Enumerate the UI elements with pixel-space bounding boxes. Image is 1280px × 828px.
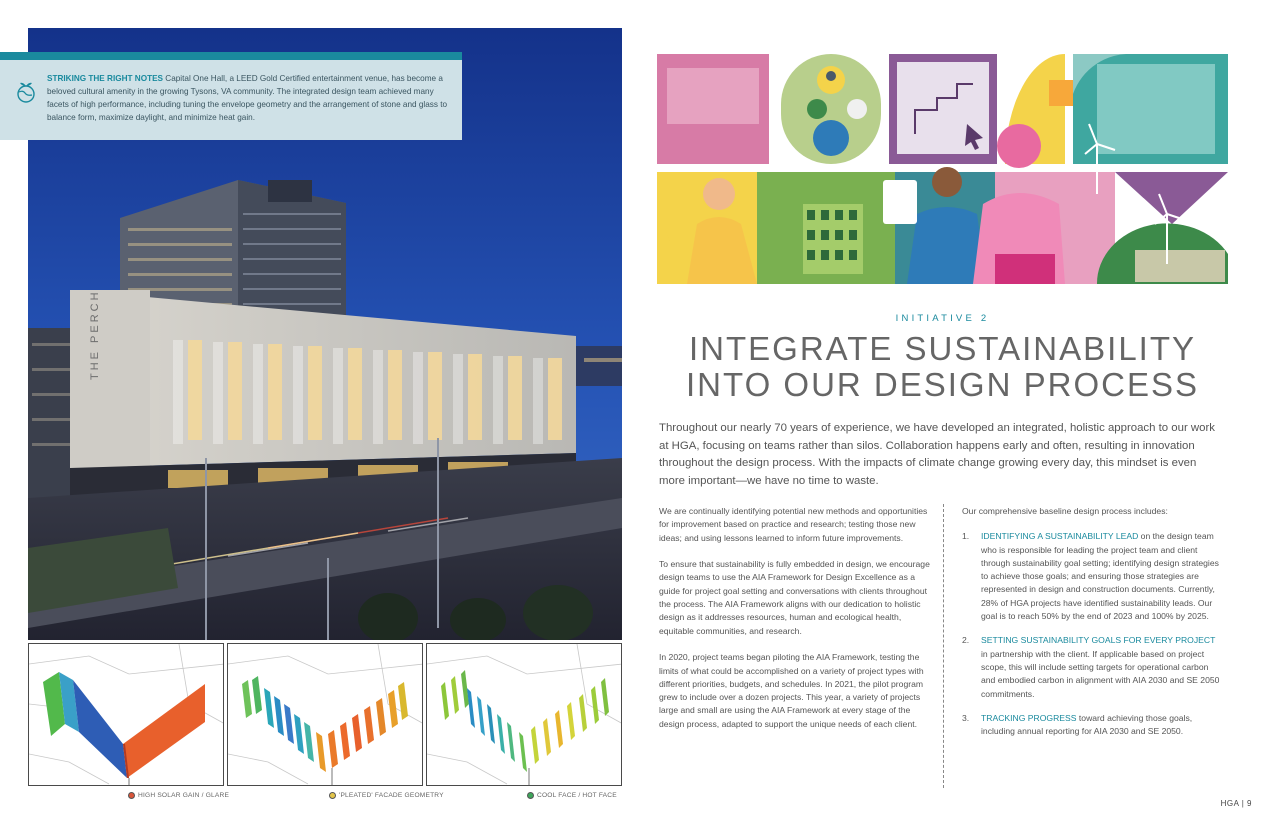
left-paragraph-2: To ensure that sustainability is fully embedded in design, we encourage design teams to use the AIA Framework for Design Excellence as a guide for project goal setting and conversations with clients throughout the process. The AIA Framework aligns with our dedication to holistic design as it addresses resources, human and ecological health, equitable communities, and research. (659, 559, 930, 636)
sustainability-illustration (657, 54, 1228, 284)
intro-paragraph: Throughout our nearly 70 years of experience, we have developed an integrated, holistic approach to our work at HGA, focusing on teams rather than silos. Collaboration happens early and often, resulting in innovation throughout the design process. With the impacts of climate change growing every day, this mindset is even more important—we have no time to waste. (659, 422, 1215, 487)
initiative-eyebrow: INITIATIVE 2 (895, 313, 990, 324)
page-title (657, 331, 1228, 403)
callout-body: Capital One Hall, a LEED Gold Certified entertainment venue, has become a beloved cultural amenity in the growing Tysons, VA community. The integrated design team achieved many facets of high performance, including tuning the envelope geometry and the arrangement of stone and glass to balance form, maximize daylight, and minimize heat gain. (47, 74, 448, 122)
diagram-pleated-facade (227, 643, 423, 786)
item-heading: SETTING SUSTAINABILITY GOALS FOR EVERY PROJECT (981, 635, 1216, 646)
legend-label: COOL FACE / HOT FACE (537, 792, 617, 799)
left-paragraph-3: In 2020, project teams began piloting the AIA Framework, testing the limits of what could be accomplished on a variety of project types with different priorities, budgets, and schedules. In 2021, the pilot program grew to include over a dozen projects. This year, a variety of projects large and small are using the AIA Framework at every stage of the design process, adapted to support the unique needs of each client. (659, 652, 924, 729)
legend-dot-yellow (329, 792, 336, 799)
sustainability-globe-icon (14, 80, 38, 104)
diagram-solar-gain (28, 643, 224, 786)
solar-gain-diagram-graphic (29, 644, 224, 786)
legend-dot-green (527, 792, 534, 799)
item-number: 2. (962, 635, 970, 646)
callout-box (0, 60, 462, 140)
callout-text (47, 72, 452, 124)
item-number: 1. (962, 531, 970, 542)
list-item (962, 712, 1224, 739)
item-number: 3. (962, 712, 970, 723)
left-paragraph-1: We are continually identifying potential new methods and opportunities for improvement based on practice and research; testing those new ideas; and using lessons learned to inform future improvements. (659, 506, 928, 543)
legend-solar-gain (128, 792, 229, 799)
diagram-cool-hot-face (426, 643, 622, 786)
list-item (962, 530, 1224, 623)
legend-label: 'PLEATED' FACADE GEOMETRY (339, 792, 444, 799)
legend-dot-red (128, 792, 135, 799)
item-body: toward achieving those goals, including annual reporting for AIA 2030 and SE 2050. (981, 712, 1193, 737)
title-line-2: INTO OUR DESIGN PROCESS (686, 366, 1199, 403)
item-body: on the design team who is responsible for leading the project team and client through sustainability goal setting; identifying design strategies to achieve those goals; and ensuring those strategies are represented in design and construction documents. Currently, 28% of HGA projects have identified sustainability leads. Our goal is to reach 50% by the end of 2023 and 100% by 2025. (981, 531, 1219, 622)
item-heading: IDENTIFYING A SUSTAINABILITY LEAD (981, 531, 1139, 542)
legend-cool-hot-face (527, 792, 617, 799)
item-heading: TRACKING PROGRESS (981, 712, 1077, 723)
page-folio: HGA | 9 (1220, 799, 1252, 808)
title-line-1: INTEGRATE SUSTAINABILITY (688, 330, 1197, 367)
right-column (962, 505, 1224, 749)
process-lead: Our comprehensive baseline design process includes: (962, 506, 1168, 516)
cool-hot-face-diagram-graphic (427, 644, 622, 786)
column-divider (943, 504, 944, 788)
process-list (962, 530, 1224, 738)
callout-heading: STRIKING THE RIGHT NOTES (47, 74, 163, 83)
list-item (962, 634, 1224, 700)
left-column (659, 505, 931, 744)
legend-label: HIGH SOLAR GAIN / GLARE (138, 792, 230, 799)
item-body: in partnership with the client. If applicable based on project scope, this will include setting targets for operational carbon and embodied carbon in alignment with AIA 2030 and SE 2050 commitments. (981, 648, 1220, 699)
legend-pleated-facade (329, 792, 444, 799)
pleated-facade-diagram-graphic (228, 644, 423, 786)
perch-sign: THE PERCH (89, 289, 101, 380)
callout-accent-bar (0, 52, 462, 60)
